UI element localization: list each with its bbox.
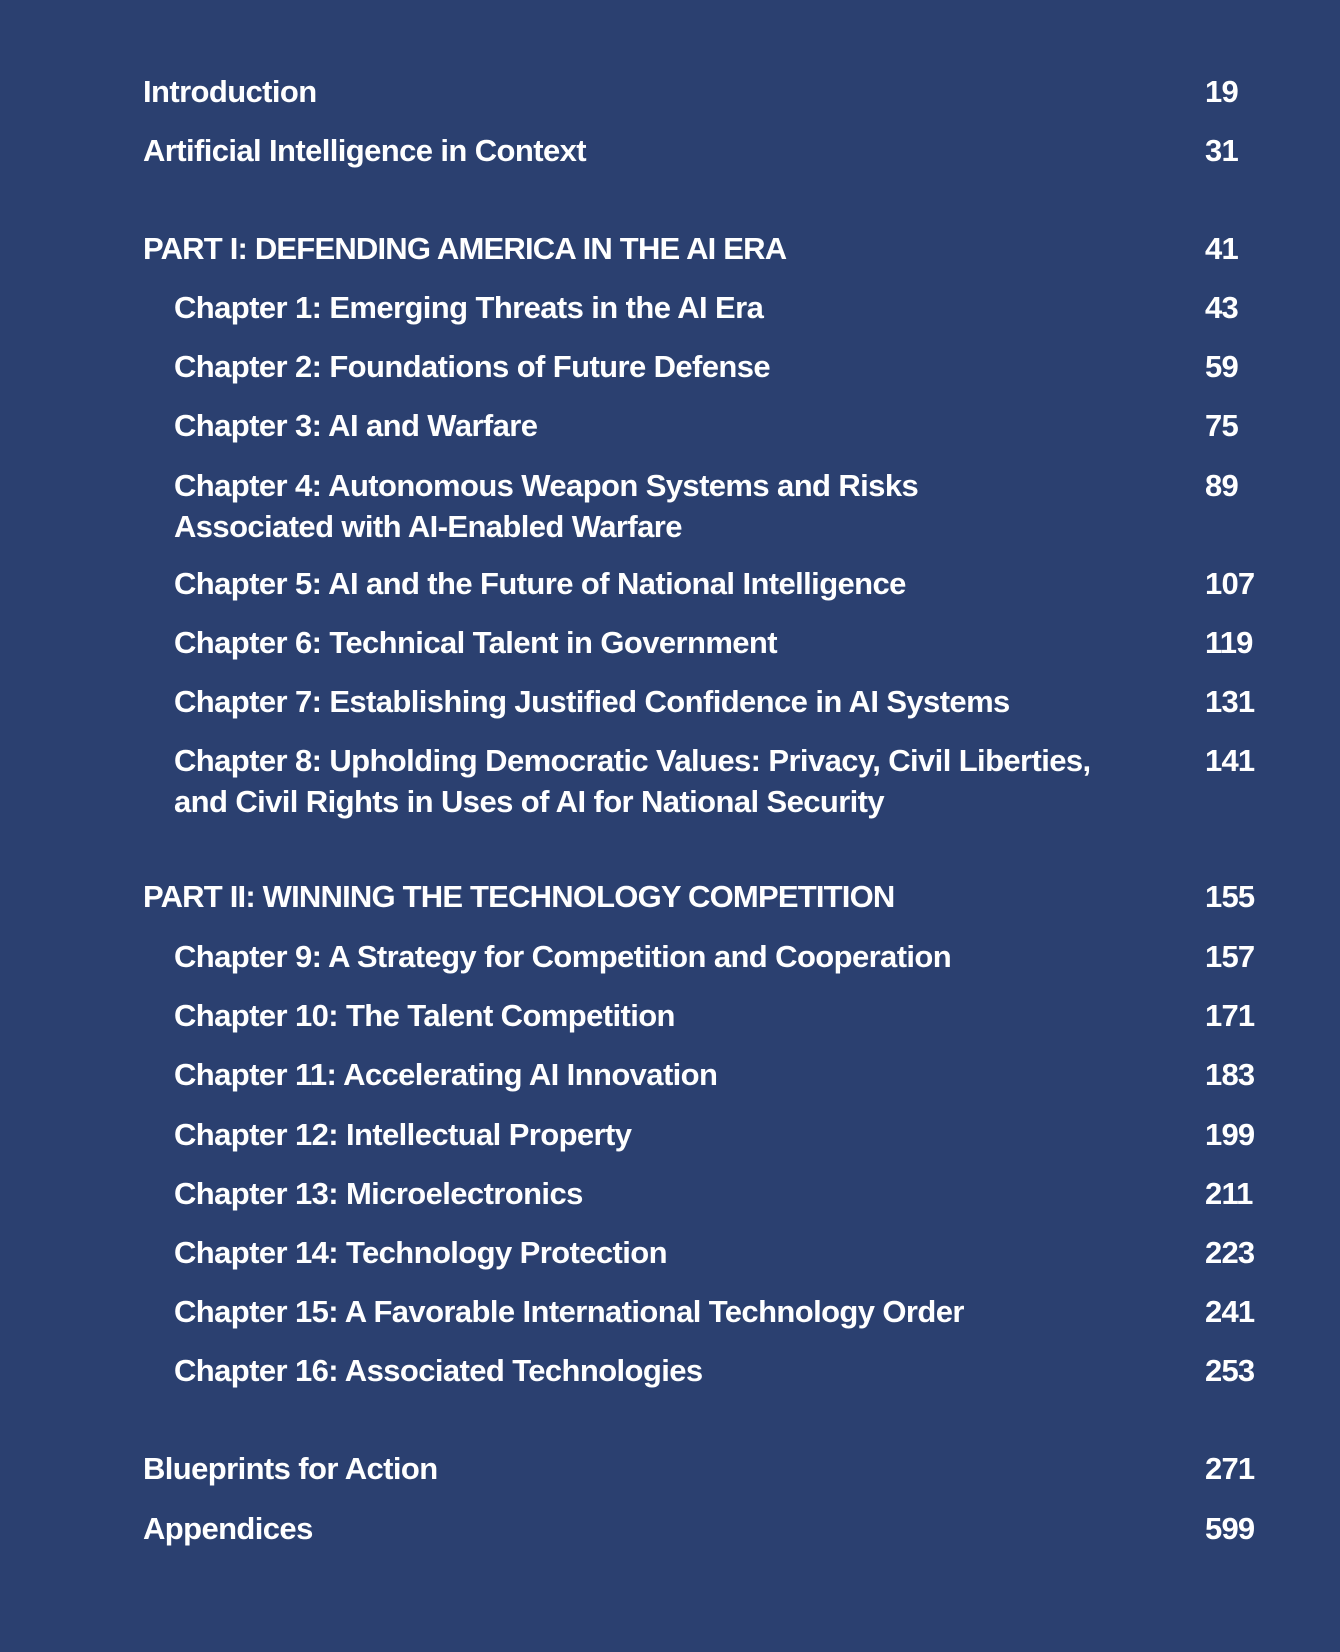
toc-chapter-title-line-1: Chapter 4: Autonomous Weapon Systems and Risks xyxy=(174,468,919,503)
toc-chapter-page: 43 xyxy=(1205,290,1238,325)
toc-chapter-page: 241 xyxy=(1205,1294,1255,1329)
toc-chapter-title: Chapter 16: Associated Technologies xyxy=(174,1353,703,1388)
toc-chapter-title: Chapter 7: Establishing Justified Confidence in AI Systems xyxy=(174,684,1010,719)
toc-part-title: PART II: WINNING THE TECHNOLOGY COMPETITION xyxy=(143,879,895,914)
toc-chapter-title: Chapter 1: Emerging Threats in the AI Era xyxy=(174,290,764,325)
toc-chapter-page: 199 xyxy=(1205,1117,1255,1152)
toc-entry-title: Blueprints for Action xyxy=(143,1451,438,1486)
toc-chapter-page: 157 xyxy=(1205,939,1255,974)
toc-chapter-title: Chapter 6: Technical Talent in Government xyxy=(174,625,777,660)
toc-part-title: PART I: DEFENDING AMERICA IN THE AI ERA xyxy=(143,231,787,266)
toc-chapter-page: 107 xyxy=(1205,566,1255,601)
toc-chapter-page: 223 xyxy=(1205,1235,1255,1270)
toc-chapter-page: 119 xyxy=(1205,625,1253,660)
toc-chapter-page: 183 xyxy=(1205,1057,1255,1092)
toc-entry-title: Appendices xyxy=(143,1511,313,1546)
toc-chapter-title: Chapter 9: A Strategy for Competition and Cooperation xyxy=(174,939,952,974)
toc-chapter-title: Chapter 11: Accelerating AI Innovation xyxy=(174,1057,718,1092)
toc-chapter-title: Chapter 14: Technology Protection xyxy=(174,1235,667,1270)
toc-entry-title: Artificial Intelligence in Context xyxy=(143,133,586,168)
toc-chapter-title xyxy=(174,465,918,547)
toc-chapter-page: 211 xyxy=(1205,1176,1253,1211)
toc-chapter-page: 131 xyxy=(1205,684,1255,719)
toc-chapter-title: Chapter 5: AI and the Future of National Intelligence xyxy=(174,566,906,601)
toc-chapter-title: Chapter 10: The Talent Competition xyxy=(174,998,675,1033)
toc-chapter-page: 89 xyxy=(1205,468,1238,503)
toc-entry-page: 599 xyxy=(1205,1511,1255,1546)
toc-chapter-page: 171 xyxy=(1205,998,1255,1033)
toc-entry-page: 19 xyxy=(1205,74,1238,109)
toc-chapter-title-line-1: Chapter 8: Upholding Democratic Values: Privacy, Civil Liberties, xyxy=(174,743,1091,778)
toc-part-page: 155 xyxy=(1205,879,1255,914)
toc-chapter-page: 141 xyxy=(1205,743,1255,778)
toc-chapter-title: Chapter 13: Microelectronics xyxy=(174,1176,583,1211)
toc-chapter-title-line-2: Associated with AI-Enabled Warfare xyxy=(174,509,682,544)
toc-part-page: 41 xyxy=(1205,231,1238,266)
toc-chapter-title: Chapter 3: AI and Warfare xyxy=(174,408,538,443)
toc-entry-title: Introduction xyxy=(143,74,317,109)
toc-entry-page: 271 xyxy=(1205,1451,1255,1486)
toc-entry-page: 31 xyxy=(1205,133,1238,168)
toc-chapter-title: Chapter 15: A Favorable International Technology Order xyxy=(174,1294,964,1329)
toc-chapter-page: 75 xyxy=(1205,408,1238,443)
toc-chapter-title xyxy=(174,740,1091,822)
toc-chapter-page: 59 xyxy=(1205,349,1238,384)
toc-chapter-page: 253 xyxy=(1205,1353,1255,1388)
toc-chapter-title-line-2: and Civil Rights in Uses of AI for National Security xyxy=(174,784,885,819)
toc-chapter-title: Chapter 12: Intellectual Property xyxy=(174,1117,632,1152)
toc-chapter-title: Chapter 2: Foundations of Future Defense xyxy=(174,349,771,384)
